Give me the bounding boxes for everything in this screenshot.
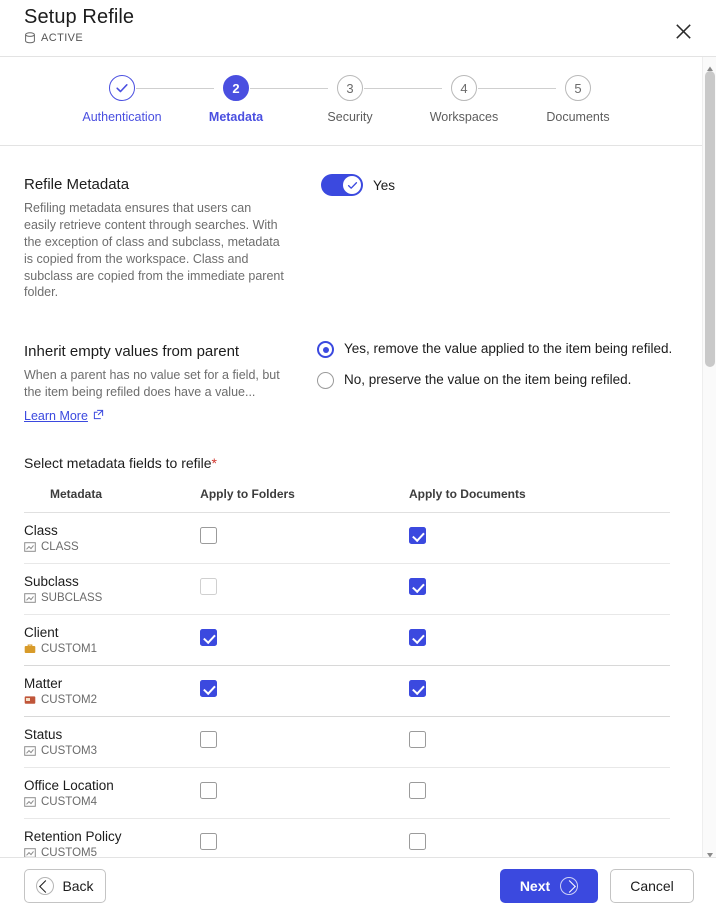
step-5-circle: 5 [565,75,591,101]
field-code [24,541,200,553]
step-3-label: Security [327,110,373,124]
field-icon [24,592,36,604]
table-row [24,717,670,768]
chevron-right-icon [560,877,578,895]
form-body [0,176,702,857]
field-code-text: CUSTOM1 [41,643,98,655]
apply-documents-checkbox[interactable] [409,527,426,544]
scroll-down-icon[interactable] [706,846,714,854]
step-4-circle: 4 [451,75,477,101]
dialog-footer [0,857,716,914]
field-name: Office Location [24,778,114,793]
field-code [24,745,200,757]
field-name: Subclass [24,574,79,589]
client-icon [24,643,36,655]
apply-documents-checkbox[interactable] [409,680,426,697]
apply-folders-checkbox[interactable] [200,629,217,646]
refile-metadata-toggle[interactable] [321,174,363,196]
field-name: Matter [24,676,63,691]
column-apply-documents: Apply to Documents [409,487,670,513]
matter-icon [24,694,36,706]
step-4-label: Workspaces [429,110,499,124]
apply-folders-checkbox[interactable] [200,782,217,799]
apply-documents-checkbox[interactable] [409,731,426,748]
field-code-text: CUSTOM5 [41,847,98,857]
apply-folders-checkbox[interactable] [200,680,217,697]
toggle-knob [343,176,361,194]
apply-documents-checkbox[interactable] [409,833,426,850]
apply-documents-checkbox[interactable] [409,629,426,646]
field-name: Client [24,625,59,640]
step-2-label: Metadata [208,110,264,124]
step-authentication[interactable] [62,75,182,124]
page-title: Setup Refile [24,6,135,28]
field-icon [24,847,36,857]
fields-section-label: Select metadata fields to refile [24,455,212,471]
table-row [24,564,670,615]
learn-more-label: Learn More [24,409,88,423]
apply-folders-checkbox[interactable] [200,527,217,544]
field-icon [24,796,36,808]
status-badge [24,32,83,44]
apply-documents-checkbox[interactable] [409,578,426,595]
column-apply-folders: Apply to Folders [200,487,409,513]
table-header-row [24,487,670,513]
table-row [24,819,670,858]
field-code-text: CUSTOM4 [41,796,98,808]
status-text: ACTIVE [41,32,84,44]
step-2-circle: 2 [223,75,249,101]
scrollbar-thumb[interactable] [705,71,715,367]
step-5-label: Documents [546,110,610,124]
field-name: Class [24,523,58,538]
inherit-empty-section [24,343,678,425]
back-button[interactable] [24,869,106,903]
step-documents[interactable] [518,75,638,124]
radio-yes-label: Yes, remove the value applied to the item being refiled. [344,341,673,357]
table-row [24,666,670,717]
database-icon [24,32,36,44]
fields-section-title [24,455,678,471]
field-code-text: CUSTOM3 [41,745,98,757]
vertical-scrollbar[interactable] [702,57,716,857]
field-icon [24,745,36,757]
apply-documents-checkbox[interactable] [409,782,426,799]
field-name: Retention Policy [24,829,122,844]
close-icon[interactable] [672,20,694,42]
radio-yes[interactable] [317,341,334,358]
field-code-text: CLASS [41,541,79,553]
dialog-header [0,0,716,57]
step-metadata[interactable] [176,75,296,124]
back-button-label: Back [62,878,94,894]
field-code [24,847,200,857]
scroll-up-icon[interactable] [706,60,714,68]
step-3-circle: 3 [337,75,363,101]
radio-no-label: No, preserve the value on the item being refiled. [344,372,632,388]
inherit-empty-radio-group [317,339,702,401]
field-code [24,592,200,604]
inherit-empty-option-yes[interactable] [317,339,702,358]
required-marker: * [211,455,217,471]
next-button-label: Next [519,878,551,894]
step-workspaces[interactable] [404,75,524,124]
field-name: Status [24,727,63,742]
field-code [24,643,200,655]
field-code [24,694,200,706]
field-icon [24,541,36,553]
field-code-text: CUSTOM2 [41,694,98,706]
dialog-content [0,57,702,857]
inherit-empty-title: Inherit empty values from parent [24,343,240,361]
cancel-button-label: Cancel [630,878,674,894]
wizard-stepper [0,57,702,146]
apply-folders-checkbox [200,578,217,595]
apply-folders-checkbox[interactable] [200,833,217,850]
step-security[interactable] [290,75,410,124]
metadata-fields-table [24,487,670,857]
step-1-circle [109,75,135,101]
column-metadata: Metadata [24,487,200,513]
inherit-empty-option-no[interactable] [317,370,702,389]
refile-metadata-description: Refiling metadata ensures that users can easily retrieve content through searches. With the exception of class and subclass, metadata is copied from the workspace. Class and subclass are copied from the immediate parent folder. [24,201,284,300]
table-row [24,615,670,666]
table-row [24,513,670,564]
radio-no[interactable] [317,372,334,389]
step-1-label: Authentication [82,110,162,124]
cancel-button[interactable] [610,869,694,903]
field-code-text: SUBCLASS [41,592,103,604]
chevron-left-icon [36,877,54,895]
refile-metadata-toggle-label: Yes [373,177,396,193]
external-link-icon [93,409,104,423]
apply-folders-checkbox[interactable] [200,731,217,748]
next-button[interactable] [500,869,598,903]
refile-metadata-section [24,176,678,301]
refile-metadata-title: Refile Metadata [24,176,130,193]
field-code [24,796,200,808]
learn-more-link[interactable] [24,409,104,423]
table-row [24,768,670,819]
inherit-empty-description: When a parent has no value set for a field, but the item being refiled does have a value... [24,368,280,400]
